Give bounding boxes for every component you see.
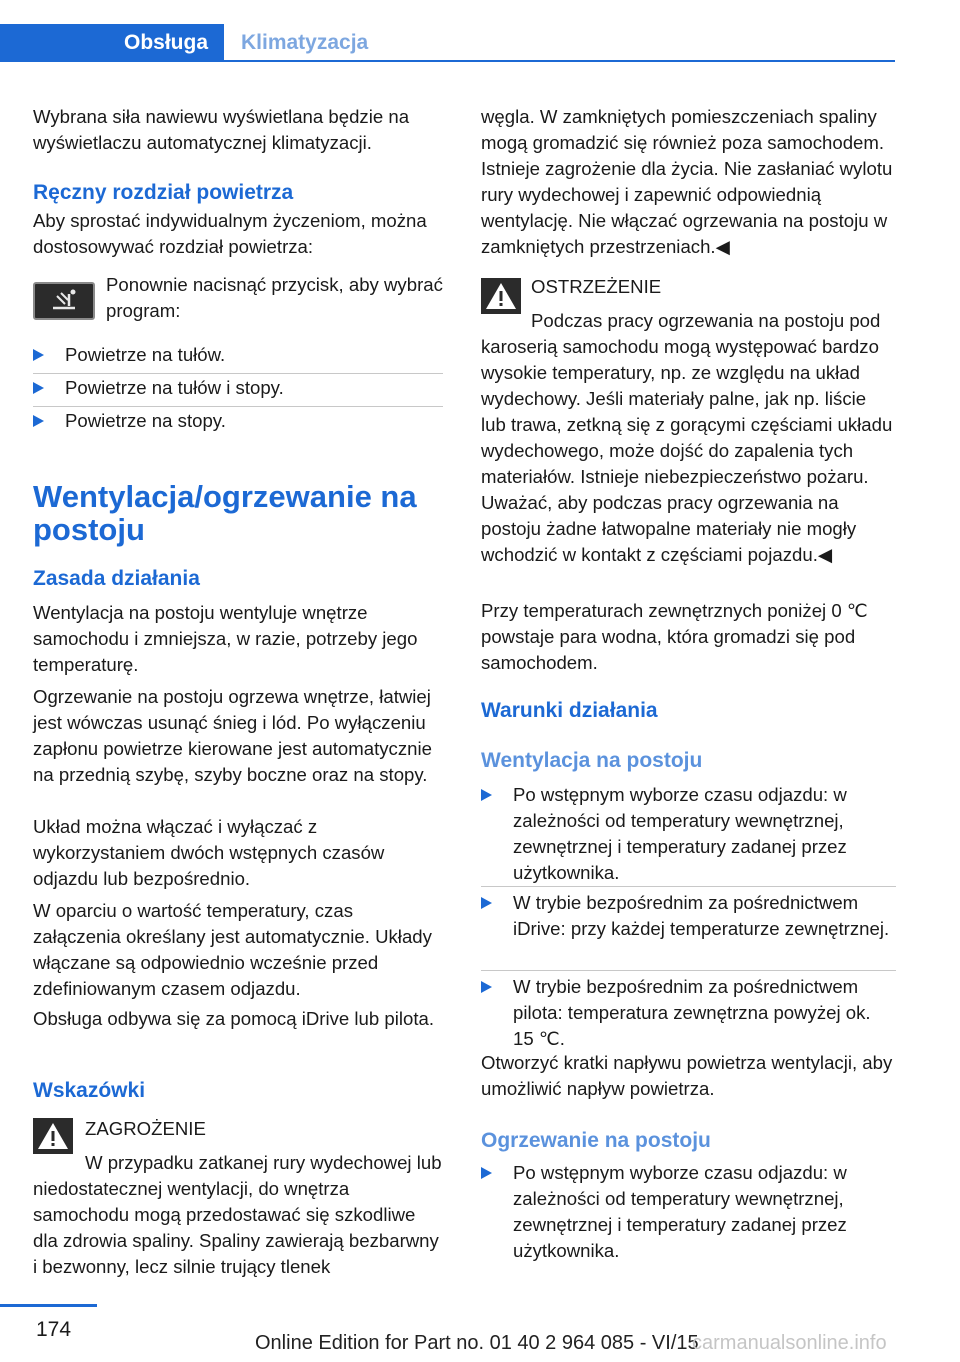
list-item: Po wstępnym wyborze czasu odjazdu: w zależności od temperatury wewnętrznej, zewnętrznej i temperatury zadanej przez użytkownika. [481, 782, 896, 888]
danger-text: W przypadku zatkanej rury wydechowej lub niedostatecznej wentylacji, do wnętrza samochodu mogą przedostawać się szkodliwe dla zdrowia spaliny. Spaliny zawierają bezbarwny i bezwonny, lecz silnie trujący tlenek [33, 1152, 442, 1277]
list-item: W trybie bezpośrednim za pośrednictwem pilota: temperatura zewnętrzna powyżej ok. 15 ℃. [481, 972, 896, 1052]
bullet-triangle-icon [481, 981, 492, 993]
list-item: Powietrze na stopy. [33, 408, 443, 441]
intro-paragraph: Wybrana siła nawiewu wyświetlana będzie na wyświetlaczu automatycznej klimatyzacji. [33, 106, 410, 153]
principle-paragraph-1: Wentylacja na postoju wentyluje wnętrze samochodu i zmniejsza, w razie, potrzeby jego temperaturę. [33, 602, 418, 675]
footer-rule [0, 1304, 97, 1307]
warning-title: OSTRZEŻENIE [531, 276, 662, 297]
header-rule [0, 60, 895, 62]
heating-list [481, 1160, 896, 1264]
program-list [33, 342, 443, 441]
manual-distribution-heading: Ręczny rozdział powietrza [33, 181, 294, 204]
temperature-note: Przy temperaturach zewnętrznych poniżej 0 ℃ powstaje para wodna, która gromadzi się pod samochodem. [481, 600, 868, 673]
conditions-heading: Warunki działania [481, 699, 658, 722]
ventilation-heading: Wentylacja na postoju [481, 749, 703, 772]
ventilation-note: Otworzyć kratki napływu powietrza wentylacji, aby umożliwić napływ powietrza. [481, 1052, 893, 1099]
principle-paragraph-3: Układ można włączać i wyłączać z wykorzystaniem dwóch wstępnych czasów odjazdu lub bezpośrednio. [33, 816, 385, 889]
danger-continuation: węgla. W zamkniętych pomieszczeniach spaliny mogą gromadzić się również poza samochodem. Istnieje zagrożenie dla życia. Nie zasłaniać wylotu rury wydechowej i zapewnić odpowiednią wentylację. Nie włączać ogrzewania na postoju w zamkniętych przestrzeniach.◀ [481, 106, 893, 257]
manual-distribution-text: Aby sprostać indywidualnym życzeniom, można dostosowywać rozdział powietrza: [33, 210, 427, 257]
button-instruction: Ponownie nacisnąć przycisk, aby wybrać program: [106, 274, 443, 321]
bullet-triangle-icon [33, 382, 44, 394]
list-item: W trybie bezpośrednim za pośrednictwem iDrive: przy każdej temperaturze zewnętrznej. [481, 888, 896, 972]
bullet-triangle-icon [33, 349, 44, 361]
warning-triangle-icon [33, 1118, 73, 1154]
bullet-triangle-icon [481, 897, 492, 909]
ventilation-list [481, 782, 896, 1052]
principle-paragraph-4: W oparciu o wartość temperatury, czas załączenia określany jest automatycznie. Układy włączane są odpowiednio wcześnie przed zdefiniowanym czasem odjazdu. [33, 900, 432, 999]
air-distribution-button-icon [33, 282, 95, 320]
page-number: 174 [36, 1318, 72, 1341]
list-item: Powietrze na tułów i stopy. [33, 375, 443, 408]
principle-heading: Zasada działania [33, 567, 200, 590]
tab-obsluga[interactable]: Obsługa [0, 24, 224, 62]
watermark: carmanualsonline.info [692, 1332, 887, 1354]
list-item: Po wstępnym wyborze czasu odjazdu: w zależności od temperatury wewnętrznej, zewnętrznej i temperatury zadanej przez użytkownika. [481, 1160, 896, 1264]
danger-title: ZAGROŻENIE [85, 1118, 206, 1139]
section-title: Wentylacja/ogrzewanie na postoju [33, 479, 417, 547]
bullet-triangle-icon [481, 789, 492, 801]
principle-paragraph-2: Ogrzewanie na postoju ogrzewa wnętrze, łatwiej jest wówczas usunąć śnieg i lód. Po wyłączeniu zapłonu powietrze kierowane jest automatycznie na przednią szybę, szyby boczne oraz na stopy. [33, 686, 432, 785]
tab-klimatyzacja[interactable]: Klimatyzacja [241, 31, 369, 54]
list-item: Powietrze na tułów. [33, 342, 443, 375]
heating-heading: Ogrzewanie na postoju [481, 1129, 711, 1152]
bullet-triangle-icon [33, 415, 44, 427]
bullet-triangle-icon [481, 1167, 492, 1179]
hints-heading: Wskazówki [33, 1079, 146, 1102]
edition-line: Online Edition for Part no. 01 40 2 964 085 - VI/15 [255, 1332, 699, 1354]
principle-paragraph-5: Obsługa odbywa się za pomocą iDrive lub pilota. [33, 1008, 435, 1029]
warning-text: Podczas pracy ogrzewania na postoju pod karoserią samochodu mogą występować bardzo wysokie temperatury, np. ze względu na układ wydechowy. Jeśli materiały palne, jak np. liście lub trawa, zetkną się z gorącymi częściami układu wydechowego, może dojść do zapalenia tych materiałów. Istnieje niebezpieczeństwo pożaru. Uważać, aby podczas pracy ogrzewania na postoju żadne łatwopalne materiały nie mogły wchodzić w kontakt z częściami pojazdu.◀ [481, 310, 893, 565]
header-tab-bar [0, 24, 895, 62]
